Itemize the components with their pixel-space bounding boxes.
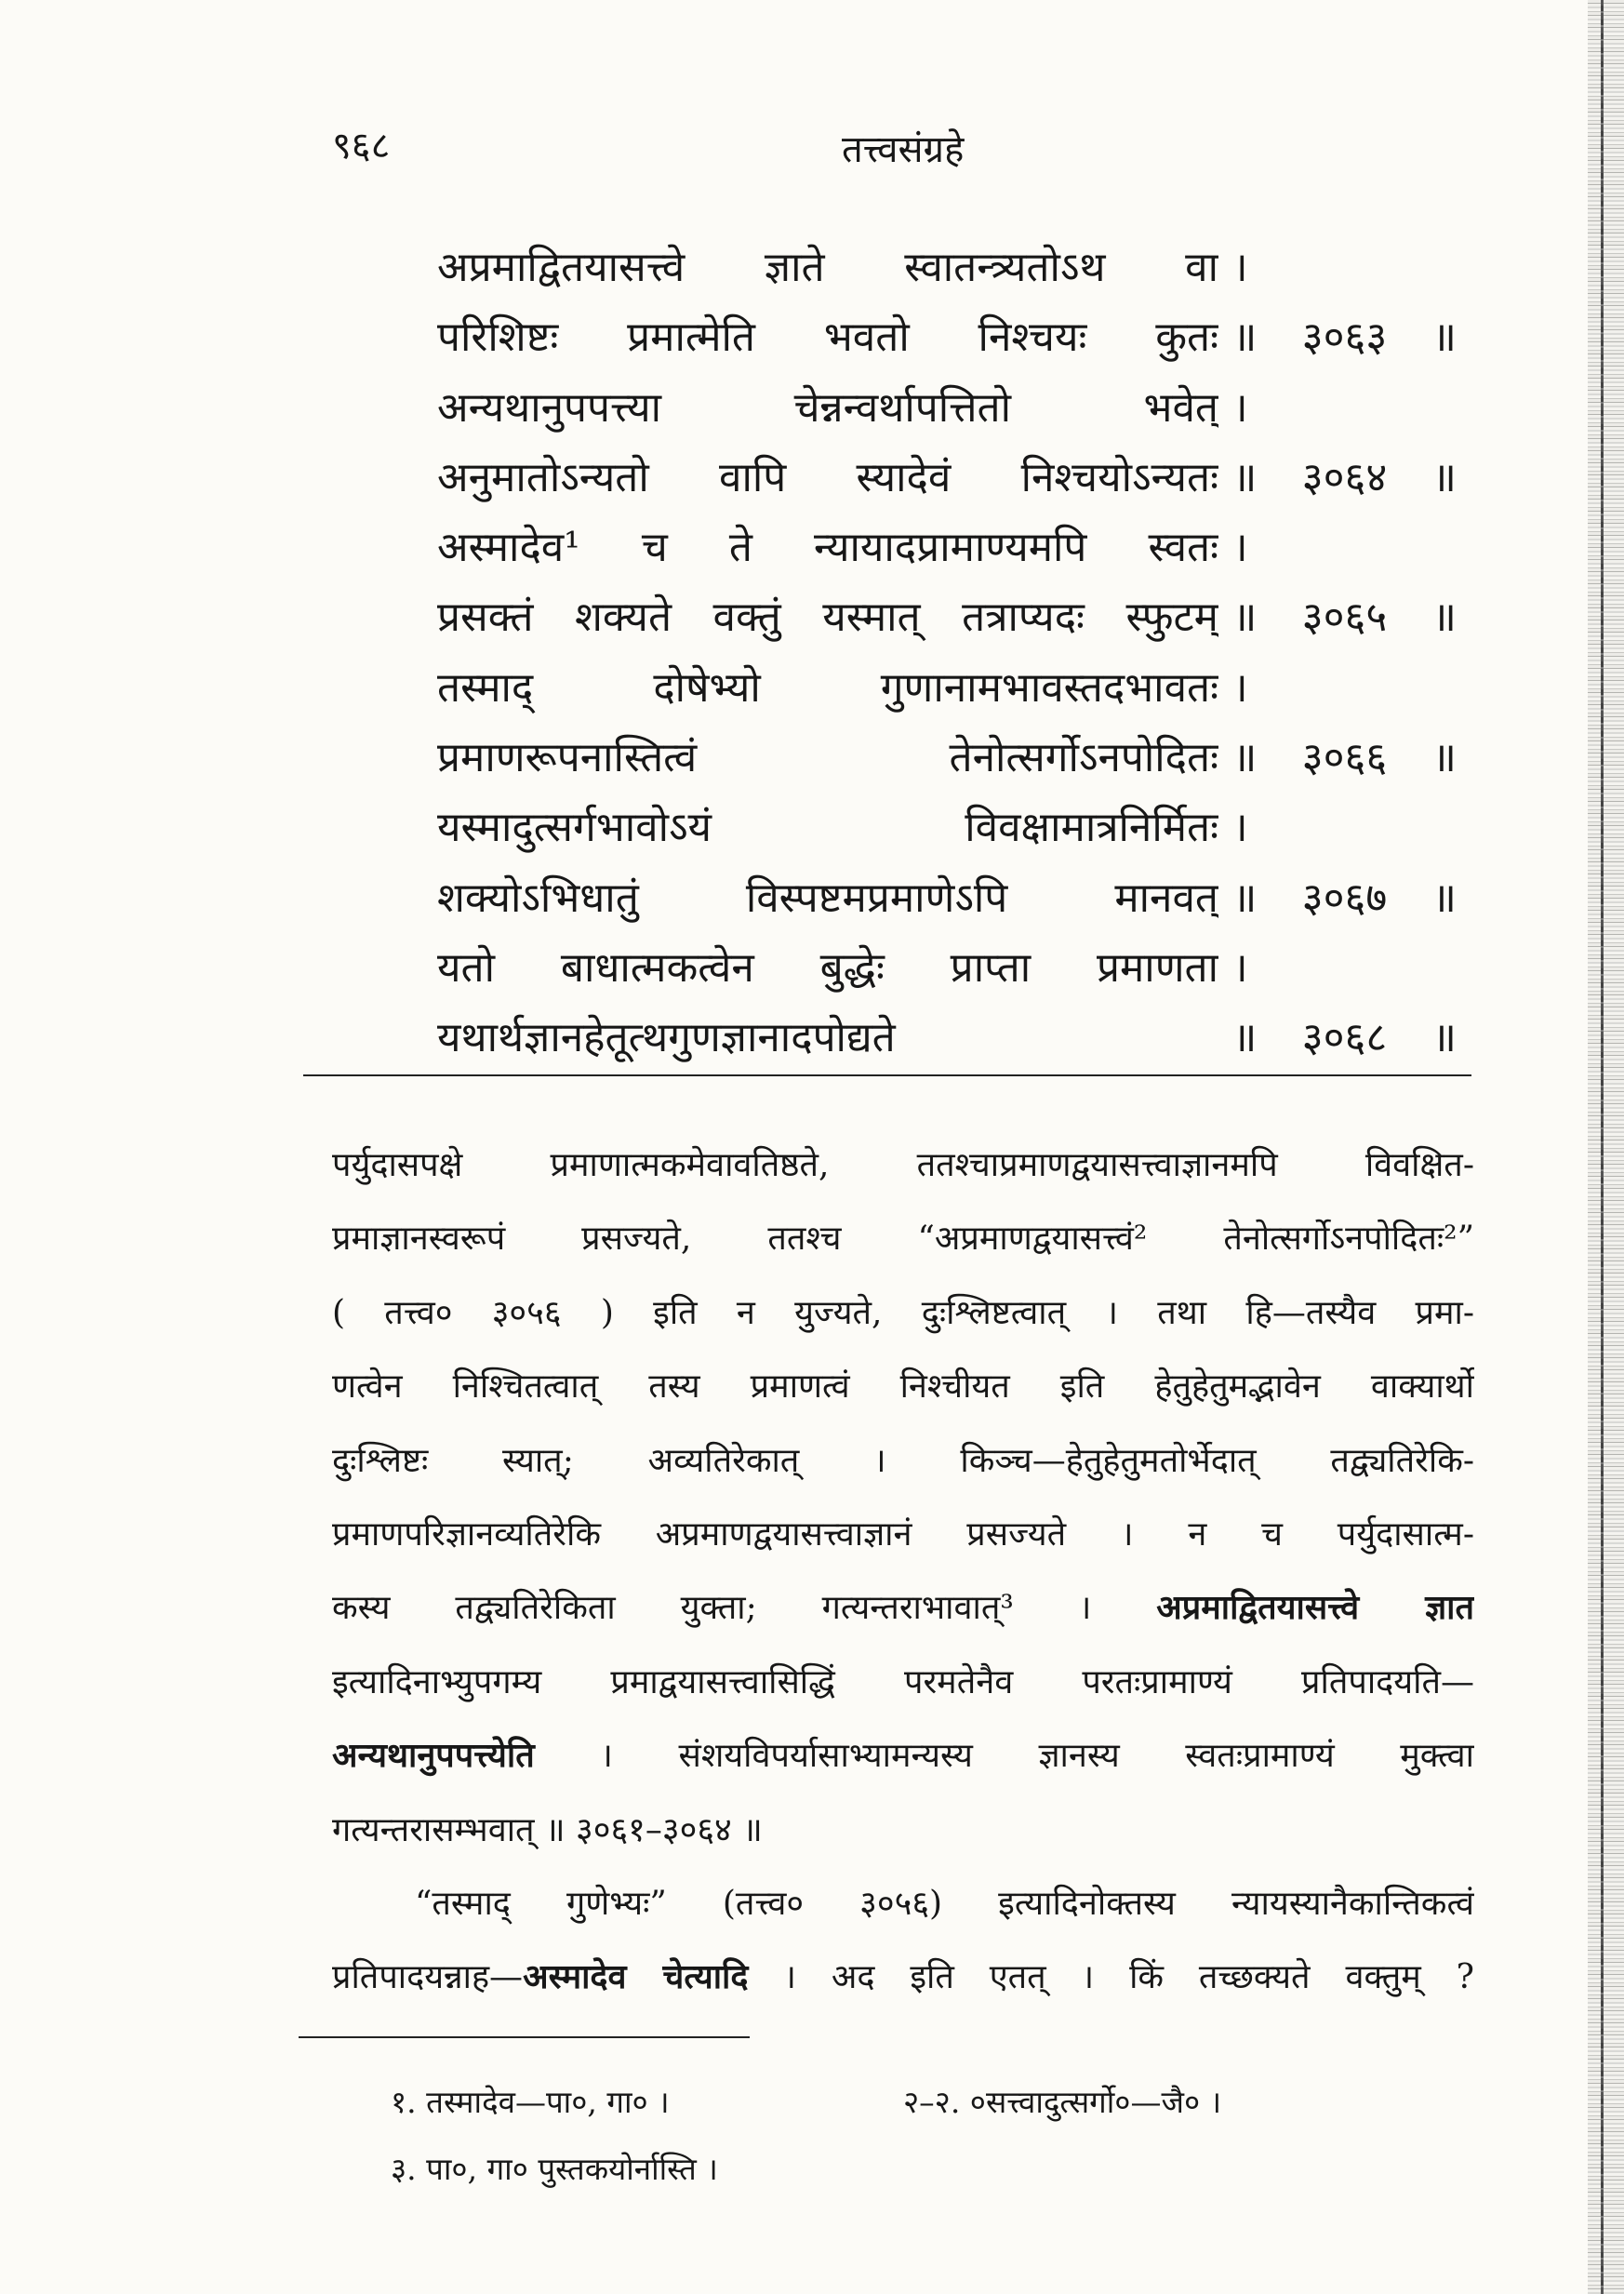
footnote-divider-rule — [299, 2036, 750, 2038]
commentary-line — [332, 1646, 1474, 1719]
verse-end-mark: । — [1232, 943, 1248, 992]
verse-divider-rule — [303, 1074, 1471, 1076]
commentary-text: । अद इति एतत् । किं तच्छक्यते वक्तुम् ? — [748, 1958, 1474, 1997]
commentary-text: ( तत्त्व० ३०५६ ) इति न युज्यते, दुःश्लिष्टत्वात् । तथा हि—तस्यैव प्रमा- — [332, 1293, 1474, 1332]
verse-block — [437, 233, 1460, 1074]
verse-text: तस्माद् दोषेभ्यो गुणानामभावस्तदभावतः — [437, 663, 1218, 712]
commentary-text: कस्य तद्व्यतिरेकिता युक्ता; गत्यन्तराभावात्³ । — [332, 1589, 1157, 1628]
verse-line — [437, 653, 1460, 723]
verse-text: शक्योऽभिधातुं विस्पष्टमप्रमाणेऽपि मानवत् — [437, 874, 1218, 922]
commentary-line — [332, 1794, 1474, 1867]
verse-line — [437, 233, 1460, 302]
commentary-text: प्रमाज्ञानस्वरूपं प्रसज्यते, ततश्च “अप्रमाणद्वयासत्त्वं² तेनोत्सर्गोऽनपोदितः²” — [332, 1220, 1474, 1259]
verse-line — [437, 302, 1460, 372]
commentary-line — [332, 1350, 1474, 1423]
verse-text: अनुमातोऽन्यतो वापि स्यादेवं निश्चयोऽन्यतः — [437, 453, 1218, 501]
commentary-line — [332, 1719, 1474, 1793]
verse-text: यथार्थज्ञानहेतूत्थगुणज्ञानादपोद्यते — [437, 1014, 896, 1062]
verse-line — [437, 933, 1460, 1003]
commentary-line — [332, 1498, 1474, 1571]
verse-line — [437, 723, 1460, 793]
footnote: ३. पा०, गा० पुस्तकयोर्नास्ति । — [391, 2151, 718, 2187]
verse-line — [437, 1003, 1460, 1073]
footnote: २–२. ०सत्त्वादुत्सर्गो०—जै० । — [903, 2084, 1222, 2120]
commentary — [332, 1128, 1474, 2015]
verse-text: अस्मादेव¹ च ते न्यायादप्रामाण्यमपि स्वतः — [437, 524, 1218, 572]
scan-binding-edge — [1588, 0, 1624, 2294]
verse-number: ॥ ३०६३ ॥ — [1232, 313, 1457, 362]
verse-text: प्रसक्तं शक्यते वक्तुं यस्मात् तत्राप्यदः स्फुटम् — [437, 594, 1218, 642]
commentary-text: गत्यन्तरासम्भवात् ॥ ३०६१–३०६४ ॥ — [332, 1810, 763, 1849]
running-head: तत्त्वसंग्रहे — [842, 128, 965, 171]
page-number: ९६८ — [332, 125, 391, 167]
verse-end-mark: । — [1232, 804, 1248, 852]
verse-end-mark: । — [1232, 383, 1248, 432]
verse-end-mark: । — [1232, 663, 1248, 712]
verse-line — [437, 793, 1460, 862]
commentary-text: णत्वेन निश्चितत्वात् तस्य प्रमाणत्वं निश्चीयत इति हेतुहेतुमद्भावेन वाक्यार्थो — [332, 1367, 1474, 1407]
footnote: १. तस्मादेव—पा०, गा० । — [391, 2084, 670, 2120]
verse-end-mark: । — [1232, 524, 1248, 572]
commentary-line — [332, 1424, 1474, 1498]
verse-text: अप्रमाद्वितयासत्त्वे ज्ञाते स्वातन्त्र्यतोऽथ वा — [437, 244, 1218, 291]
verse-number: ॥ ३०६६ ॥ — [1232, 734, 1457, 782]
commentary-line — [332, 1128, 1474, 1202]
commentary-line — [332, 1202, 1474, 1275]
commentary-text: इत्यादिनाभ्युपगम्य प्रमाद्वयासत्त्वासिद्धिं परमतेनैव परतःप्रामाण्यं प्रतिपादयति— — [332, 1662, 1474, 1701]
verse-text: यतो बाधात्मकत्वेन बुद्धेः प्राप्ता प्रमाणता — [437, 943, 1218, 992]
commentary-pratika-bold: अन्यथानुपपत्त्येति — [332, 1736, 535, 1776]
commentary-line — [332, 1867, 1474, 1941]
commentary-text: प्रतिपादयन्नाह— — [332, 1958, 524, 1997]
verse-text: अन्यथानुपपत्त्या चेन्नन्वर्थापत्तितो भवेत् — [437, 383, 1218, 432]
commentary-line — [332, 1276, 1474, 1350]
commentary-pratika-bold: अप्रमाद्वितयासत्त्वे ज्ञात — [1156, 1588, 1474, 1628]
commentary-text: दुःश्लिष्टः स्यात्; अव्यतिरेकात् । किञ्च—हेतुहेतुमतोर्भेदात् तद्व्यतिरेकि- — [332, 1441, 1474, 1480]
verse-line — [437, 863, 1460, 933]
verse-line — [437, 582, 1460, 652]
verse-number: ॥ ३०६७ ॥ — [1232, 874, 1457, 922]
verse-text: यस्मादुत्सर्गभावोऽयं विवक्षामात्रनिर्मितः — [437, 804, 1218, 852]
verse-number: ॥ ३०६४ ॥ — [1232, 453, 1457, 501]
verse-line — [437, 373, 1460, 443]
verse-end-mark: । — [1232, 244, 1248, 291]
commentary-line — [332, 1571, 1474, 1645]
commentary-pratika-bold: अस्मादेव चेत्यादि — [523, 1957, 749, 1997]
verse-text: परिशिष्टः प्रमात्मेति भवतो निश्चयः कुतः — [437, 313, 1218, 362]
verse-line — [437, 513, 1460, 582]
scan-binding-line — [1601, 0, 1604, 2294]
commentary-text: । संशयविपर्यासाभ्यामन्यस्य ज्ञानस्य स्वतःप्रामाण्यं मुक्त्वा — [534, 1737, 1474, 1776]
commentary-text: “तस्माद् गुणेभ्यः” (तत्त्व० ३०५६) इत्यादिनोक्तस्य न्यायस्यानैकान्तिकत्वं — [415, 1884, 1474, 1923]
verse-number: ॥ ३०६५ ॥ — [1232, 594, 1457, 642]
commentary-text: पर्युदासपक्षे प्रमाणात्मकमेवावतिष्ठते, ततश्चाप्रमाणद्वयासत्त्वाज्ञानमपि विवक्षित- — [332, 1146, 1474, 1184]
commentary-line — [332, 1941, 1474, 2014]
verse-text: प्रमाणरूपनास्तित्वं तेनोत्सर्गोऽनपोदितः — [437, 734, 1218, 782]
commentary-text: प्रमाणपरिज्ञानव्यतिरेकि अप्रमाणद्वयासत्त्वाज्ञानं प्रसज्यते । न च पर्युदासात्म- — [332, 1514, 1474, 1554]
verse-line — [437, 443, 1460, 513]
verse-number: ॥ ३०६८ ॥ — [1232, 1014, 1457, 1062]
